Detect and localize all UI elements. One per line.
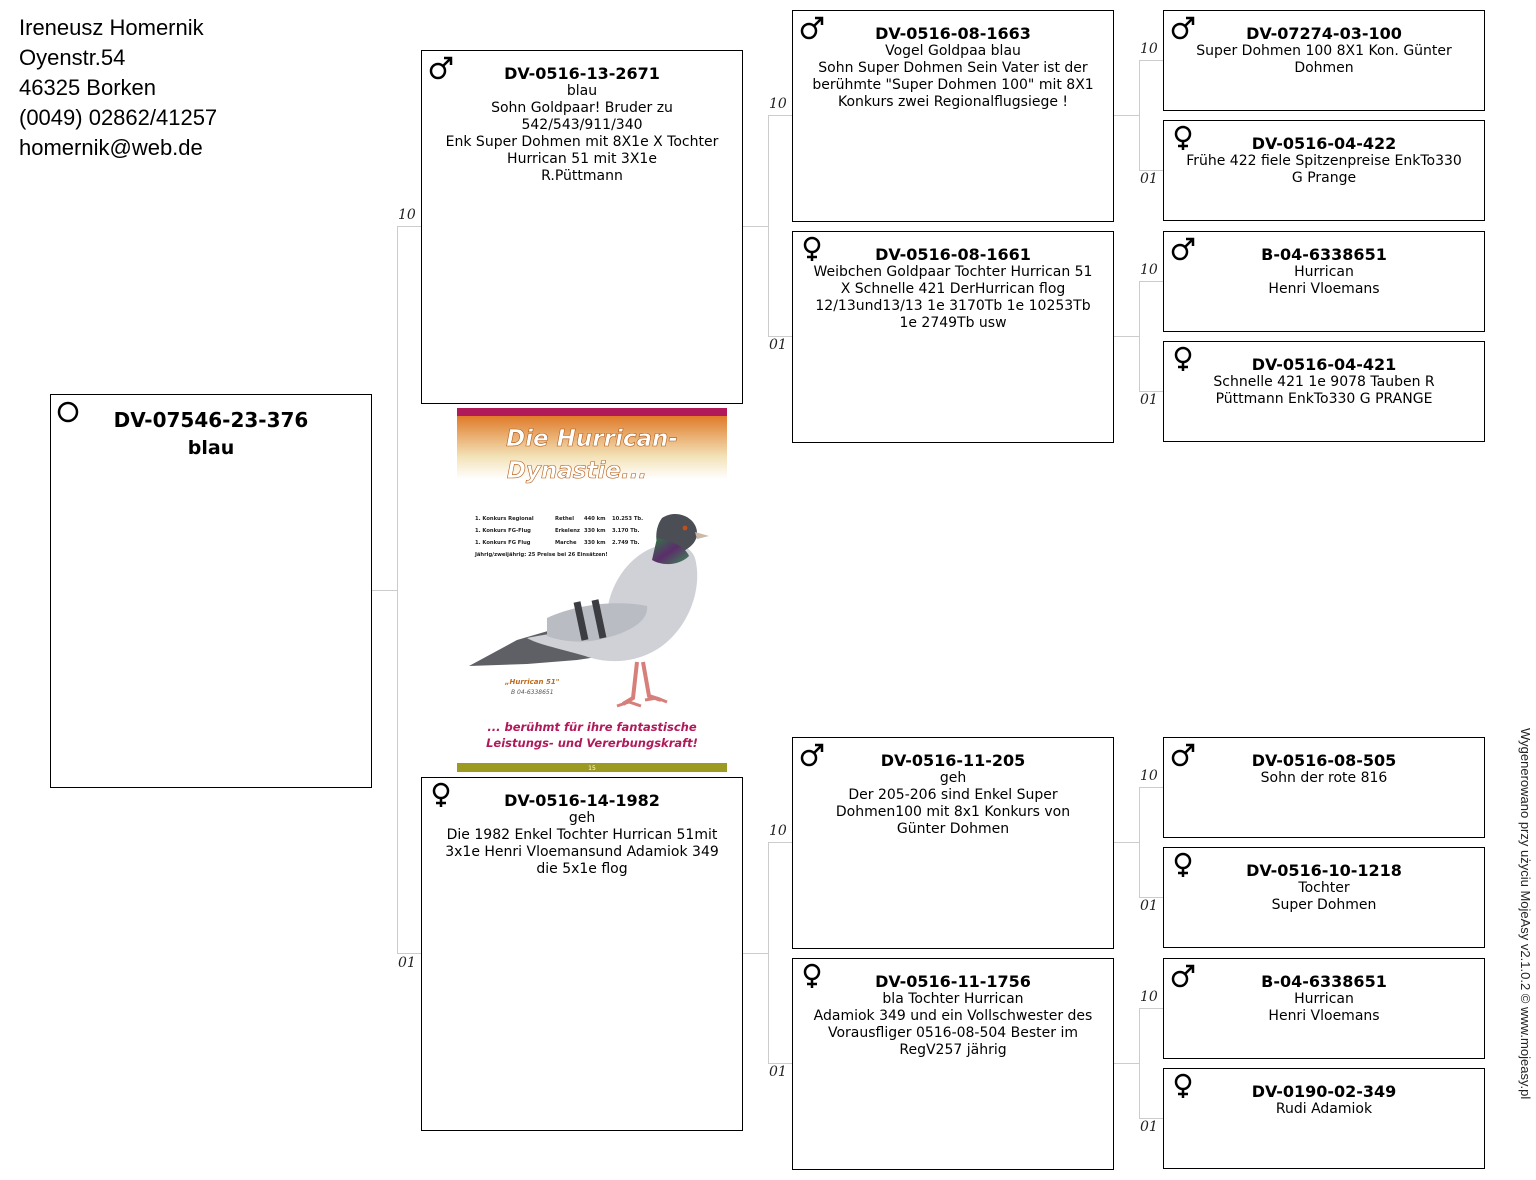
ring-number: DV-0516-04-421	[1251, 355, 1397, 374]
connector	[1114, 336, 1139, 337]
connector	[743, 226, 768, 227]
result-distance: 330 km	[584, 540, 606, 546]
connector	[372, 590, 397, 591]
owner-name: Ireneusz Homernik	[19, 15, 204, 40]
ring-number: B-04-6338651	[1261, 245, 1387, 264]
ancestor-card[interactable]	[1163, 958, 1485, 1059]
owner-phone: (0049) 02862/41257	[19, 105, 218, 130]
dam-link-label: 01	[769, 1064, 787, 1080]
pigeon-advert-image[interactable]	[457, 408, 727, 772]
connector	[1139, 1008, 1164, 1009]
ancestor-card[interactable]	[1163, 231, 1485, 332]
dam-sire-card[interactable]	[792, 737, 1114, 949]
connector	[1114, 842, 1139, 843]
ancestor-card[interactable]	[1163, 10, 1485, 111]
female-icon	[1170, 852, 1196, 878]
male-icon	[1170, 15, 1196, 41]
male-icon	[1170, 742, 1196, 768]
result-birds: 3.170 Tb.	[612, 528, 640, 534]
pigeon-info: Rudi Adamiok	[1275, 1101, 1373, 1117]
advert-title-line1: Die Hurrican-	[506, 426, 678, 452]
ring-number: DV-0516-04-422	[1251, 134, 1397, 153]
owner-street: Oyenstr.54	[19, 45, 126, 70]
advert-page-number: 15	[588, 765, 596, 772]
sire-sire-card[interactable]	[792, 10, 1114, 222]
sire-dam-card[interactable]	[792, 231, 1114, 443]
owner-city: 46325 Borken	[19, 75, 156, 100]
connector	[397, 226, 398, 954]
dam-dam-card[interactable]	[792, 958, 1114, 1170]
advert-bird-name: „Hurrican 51"	[505, 678, 560, 686]
pigeon-info: Tochter Super Dohmen	[1271, 880, 1377, 913]
connector	[1114, 115, 1139, 116]
result-title: 1. Konkurs FG-Flug	[475, 528, 531, 534]
dam-info: geh Die 1982 Enkel Tochter Hurrican 51mit 3x1e Henri Vloemansund Adamiok 349 die 5x1e flog	[445, 810, 719, 877]
connector	[1139, 787, 1164, 788]
pigeon-info: Frühe 422 fiele Spitzenpreise EnkTo330 G Prange	[1186, 153, 1462, 186]
advert-top-bar	[457, 408, 727, 416]
male-icon	[1170, 963, 1196, 989]
result-distance: 440 km	[584, 516, 606, 522]
female-icon	[1170, 346, 1196, 372]
dam-ring-number: DV-0516-14-1982	[504, 791, 660, 810]
connector	[1139, 281, 1140, 391]
owner-email: homernik@web.de	[19, 135, 203, 160]
connector	[397, 953, 422, 954]
female-icon	[1170, 1073, 1196, 1099]
dam-link-label: 01	[1140, 898, 1158, 914]
female-icon	[799, 963, 825, 989]
subject-color: blau	[187, 437, 235, 459]
connector	[768, 115, 769, 336]
dam-link-label: 01	[398, 955, 416, 971]
ring-number: DV-0516-08-505	[1251, 751, 1397, 770]
connector	[743, 953, 768, 954]
connector	[1139, 60, 1140, 170]
result-distance: 330 km	[584, 528, 606, 534]
sire-ring-number: DV-0516-13-2671	[504, 64, 660, 83]
ring-number: DV-0516-11-1756	[875, 972, 1031, 991]
male-icon	[799, 15, 825, 41]
subject-ring-number: DV-07546-23-376	[113, 408, 309, 432]
pigeon-info: Schnelle 421 1e 9078 Tauben R Püttmann EnkTo330 G PRANGE	[1213, 374, 1435, 407]
advert-title-line2: Dynastie...	[506, 458, 648, 484]
sire-link-label: 10	[1140, 768, 1158, 784]
sire-card[interactable]	[421, 50, 743, 404]
ring-number: DV-0190-02-349	[1251, 1082, 1397, 1101]
result-place: Marche	[555, 540, 577, 546]
unknown-sex-icon	[57, 399, 83, 425]
connector	[397, 226, 422, 227]
ring-number: DV-0516-08-1663	[875, 24, 1031, 43]
pigeon-info: bla Tochter Hurrican Adamiok 349 und ein Vollschwester des Vorausfliger 0516-08-504 Bester im RegV257 jährig	[813, 991, 1093, 1058]
pigeon-info: Vogel Goldpaa blau Sohn Super Dohmen Sein Vater ist der berühmte "Super Dohmen 100" mit 8X1 Konkurs zwei Regionalflugsiege !	[812, 43, 1094, 110]
male-icon	[799, 742, 825, 768]
sire-link-label: 10	[1140, 41, 1158, 57]
sire-link-label: 10	[1140, 989, 1158, 1005]
ring-number: DV-0516-08-1661	[875, 245, 1031, 264]
ancestor-card[interactable]	[1163, 737, 1485, 838]
sire-link-label: 10	[1140, 262, 1158, 278]
generator-footer-text: Wygenerowano przy użyciu MojeAsy v2.1.0.2 © www.mojeasy.pl	[1518, 728, 1533, 1100]
pigeon-info: Super Dohmen 100 8X1 Kon. Günter Dohmen	[1196, 43, 1452, 76]
generator-footer	[1517, 728, 1535, 1158]
connector	[1139, 1008, 1140, 1118]
dam-link-label: 01	[1140, 392, 1158, 408]
dam-link-label: 01	[769, 337, 787, 353]
ring-number: DV-0516-10-1218	[1246, 861, 1402, 880]
dam-card[interactable]	[421, 777, 743, 1131]
connector	[1139, 60, 1164, 61]
ancestor-card[interactable]	[1163, 120, 1485, 221]
connector	[1114, 1063, 1139, 1064]
sire-link-label: 10	[769, 96, 787, 112]
result-place: Rethel	[555, 516, 574, 522]
male-icon	[1170, 236, 1196, 262]
male-icon	[428, 55, 454, 81]
connector	[768, 842, 769, 1063]
dam-link-label: 01	[1140, 1119, 1158, 1135]
dam-link-label: 01	[1140, 171, 1158, 187]
ring-number: DV-07274-03-100	[1246, 24, 1402, 43]
ring-number: B-04-6338651	[1261, 972, 1387, 991]
sire-info: blau Sohn Goldpaar! Bruder zu 542/543/911/340 Enk Super Dohmen mit 8X1e X Tochter Hurrican 51 mit 3X1e R.Püttmann	[445, 83, 719, 184]
advert-slogan-line1: ... berühmt für ihre fantastische	[487, 720, 697, 734]
pigeon-info: geh Der 205-206 sind Enkel Super Dohmen100 mit 8x1 Konkurs von Günter Dohmen	[835, 770, 1071, 837]
result-summary: Jährig/zweijährig: 25 Preise bei 26 Einsätzen!	[475, 552, 608, 558]
connector	[768, 842, 793, 843]
ring-number: DV-0516-11-205	[880, 751, 1026, 770]
ancestor-card[interactable]	[1163, 847, 1485, 948]
result-birds: 10.253 Tb.	[612, 516, 644, 522]
advert-slogan-line2: Leistungs- und Vererbungskraft!	[486, 736, 698, 750]
subject-pigeon-card[interactable]	[50, 394, 372, 788]
female-icon	[1170, 125, 1196, 151]
result-birds: 2.749 Tb.	[612, 540, 640, 546]
female-icon	[799, 236, 825, 262]
sire-link-label: 10	[769, 823, 787, 839]
ancestor-card[interactable]	[1163, 1068, 1485, 1169]
sire-link-label: 10	[398, 207, 416, 223]
pigeon-info: Hurrican Henri Vloemans	[1268, 991, 1380, 1024]
owner-address	[19, 13, 217, 163]
result-title: 1. Konkurs FG Flug	[475, 540, 531, 546]
connector	[768, 115, 793, 116]
pigeon-info: Sohn der rote 816	[1260, 770, 1388, 786]
ancestor-card[interactable]	[1163, 341, 1485, 442]
connector	[1139, 787, 1140, 897]
female-icon	[428, 782, 454, 808]
connector	[1139, 281, 1164, 282]
advert-bird-ring: B 04-6338651	[511, 689, 554, 696]
result-title: 1. Konkurs Regional	[475, 516, 534, 522]
pigeon-info: Weibchen Goldpaar Tochter Hurrican 51 X Schnelle 421 DerHurrican flog 12/13und13/13 1e 3170Tb 1e 10253Tb 1e 2749Tb usw	[813, 264, 1093, 331]
pigeon-info: Hurrican Henri Vloemans	[1268, 264, 1380, 297]
result-place: Erkelenz	[555, 528, 580, 534]
